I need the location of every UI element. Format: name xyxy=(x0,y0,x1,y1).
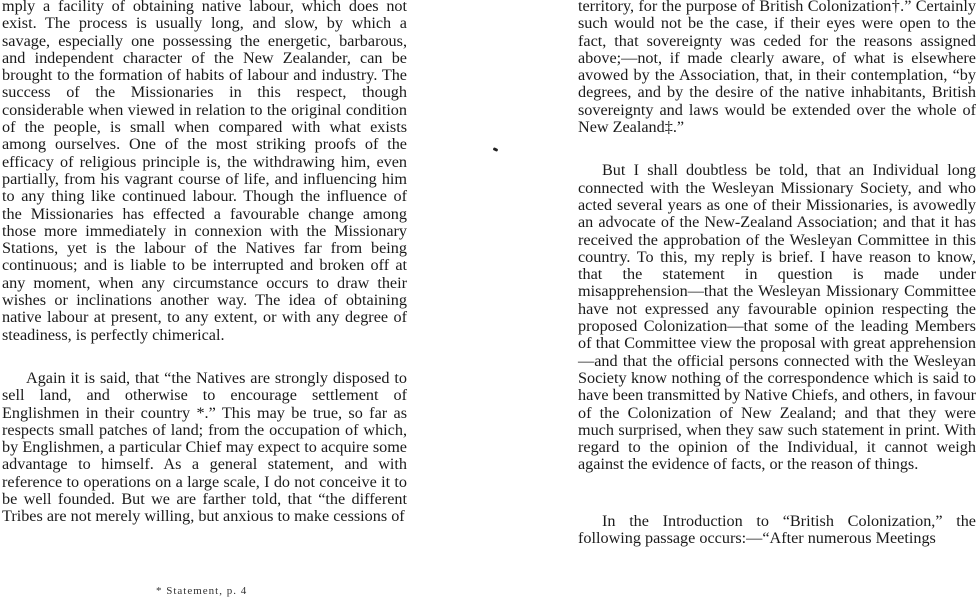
left-paragraph-2: Again it is said, that “the Natives are strongly disposed to sell land, and otherwise to encourage settlement of Englishmen in their country *.” This may be true, so far as respects small patches of land; from the occupation of which, by Englishmen, a particular Chief may expect to acquire some advantage to himself. As a general statement, and with reference to operations on a large scale, I do not conceive it to be well founded. But we are farther told, that “the different Tribes are not merely willing, but anxious to make cessions of xyxy=(2,368,407,526)
left-footnote: * Statement, p. 4 xyxy=(156,585,248,597)
right-paragraph-3: In the Introduction to “British Colonization,” the following passage occurs:—“After numerous Meetings xyxy=(578,511,976,548)
gutter-speck xyxy=(493,147,499,152)
left-page xyxy=(0,0,420,598)
left-paragraph-1: mply a facility of obtaining native labour, which does not exist. The process is usually long, and slow, by which a savage, especially one possessing the energetic, barbarous, and independent character of the New Zealander, can be brought to the formation of habits of labour and industry. The success of the Missionaries in this respect, though considerable when viewed in relation to the original condition of the people, is small when compared with what exists among ourselves. One of the most striking proofs of the efficacy of religious principle is, the withdrawing him, even partially, from his vagrant course of life, and influencing him to any thing like continued labour. Though the influence of the Missionaries has effected a favourable change among those more immediately in connexion with the Missionary Stations, yet is the labour of the Natives far from being continuous; and is liable to be interrupted and broken off at any moment, when any circumstance occurs to draw their wishes or inclinations another way. The idea of obtaining native labour at present, to any extent, or with any degree of steadiness, is perfectly chimerical. xyxy=(2,0,407,344)
left-text-column xyxy=(2,0,407,526)
right-paragraph-1: territory, for the purpose of British Colonization†.” Certainly such would not be the case, if their eyes were open to the fact, that sovereignty was ceded for the reasons assigned above;—not, if made clearly aware, of what is elsewhere avowed by the Association, that, in their contemplation, “by degrees, and by the desire of the native inhabitants, British sovereignty and laws would be extended over the whole of New Zealand‡.” xyxy=(578,0,976,137)
right-paragraph-2: But I shall doubtless be told, that an Individual long connected with the Wesleyan Missionary Society, and who acted several years as one of their Missionaries, is avowedly an advocate of the New-Zealand Association; and that it has received the approbation of the Wesleyan Committee in this country. To this, my reply is brief. I have reason to know, that the statement in question is made under misapprehension—that the Wesleyan Missionary Committee have not expressed any favourable opinion respecting the proposed Colonization—that some of the leading Members of that Committee view the proposal with great apprehension—and that the official persons connected with the Wesleyan Society know nothing of the correspondence which is said to have been transmitted by Native Chiefs, and others, in favour of the Colonization of New Zealand; and that they were much surprised, when they saw such statement in print. With regard to the opinion of the Individual, it cannot weigh against the evidence of facts, or the reason of things. xyxy=(578,161,976,474)
right-text-column xyxy=(578,0,976,547)
right-page xyxy=(576,0,980,598)
